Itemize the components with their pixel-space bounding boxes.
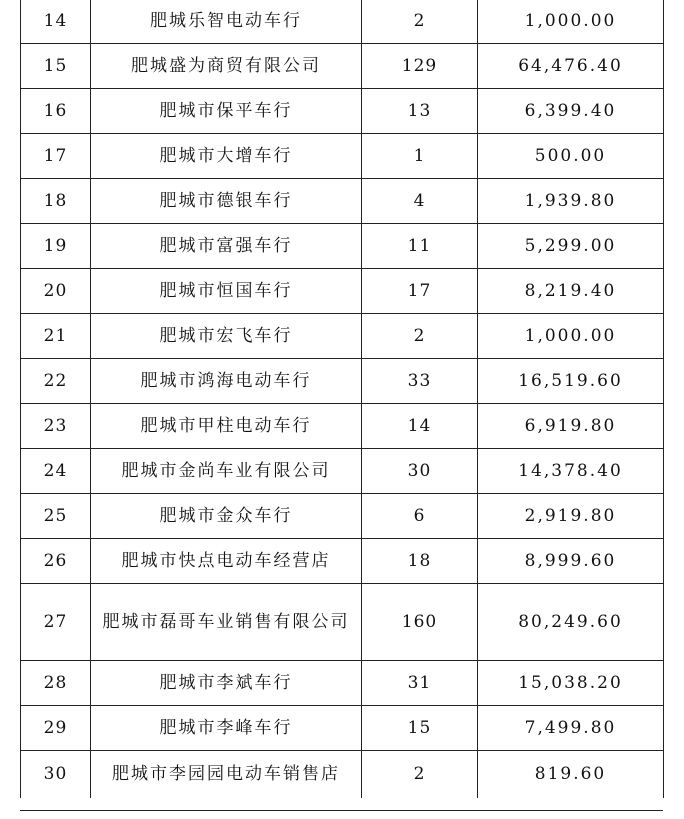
quantity: 11 [362, 224, 478, 269]
table-row [21, 449, 664, 494]
amount: 819.60 [478, 751, 664, 798]
table-row [21, 359, 664, 404]
dealer-name: 肥城市李斌车行 [91, 661, 362, 706]
table-row [21, 404, 664, 449]
amount: 8,999.60 [478, 539, 664, 584]
amount: 5,299.00 [478, 224, 664, 269]
row-number: 27 [21, 584, 91, 661]
quantity: 18 [362, 539, 478, 584]
table-row [21, 224, 664, 269]
amount: 6,919.80 [478, 404, 664, 449]
row-number: 15 [21, 44, 91, 89]
table-bottom-border [20, 810, 663, 819]
dealer-subsidy-table [20, 0, 664, 798]
dealer-name: 肥城盛为商贸有限公司 [91, 44, 362, 89]
table-row [21, 314, 664, 359]
row-number: 30 [21, 751, 91, 798]
quantity: 14 [362, 404, 478, 449]
table-row [21, 494, 664, 539]
dealer-name: 肥城市快点电动车经营店 [91, 539, 362, 584]
quantity: 2 [362, 751, 478, 798]
dealer-name: 肥城市李峰车行 [91, 706, 362, 751]
row-number: 18 [21, 179, 91, 224]
row-number: 21 [21, 314, 91, 359]
dealer-name: 肥城市大增车行 [91, 134, 362, 179]
table-row [21, 584, 664, 661]
quantity: 13 [362, 89, 478, 134]
row-number: 16 [21, 89, 91, 134]
row-number: 14 [21, 0, 91, 44]
row-number: 20 [21, 269, 91, 314]
row-number: 22 [21, 359, 91, 404]
row-number: 25 [21, 494, 91, 539]
amount: 64,476.40 [478, 44, 664, 89]
row-number: 26 [21, 539, 91, 584]
row-number: 17 [21, 134, 91, 179]
table-row [21, 706, 664, 751]
amount: 500.00 [478, 134, 664, 179]
table-row [21, 134, 664, 179]
quantity: 17 [362, 269, 478, 314]
quantity: 160 [362, 584, 478, 661]
row-number: 28 [21, 661, 91, 706]
quantity: 1 [362, 134, 478, 179]
amount: 16,519.60 [478, 359, 664, 404]
amount: 80,249.60 [478, 584, 664, 661]
amount: 1,000.00 [478, 314, 664, 359]
row-number: 29 [21, 706, 91, 751]
amount: 1,000.00 [478, 0, 664, 44]
table-row [21, 89, 664, 134]
row-number: 24 [21, 449, 91, 494]
table-row [21, 269, 664, 314]
row-number: 23 [21, 404, 91, 449]
dealer-name: 肥城市鸿海电动车行 [91, 359, 362, 404]
dealer-name: 肥城市恒国车行 [91, 269, 362, 314]
table-row [21, 539, 664, 584]
quantity: 31 [362, 661, 478, 706]
dealer-name: 肥城市富强车行 [91, 224, 362, 269]
dealer-name: 肥城市金众车行 [91, 494, 362, 539]
table-row [21, 44, 664, 89]
amount: 2,919.80 [478, 494, 664, 539]
quantity: 33 [362, 359, 478, 404]
quantity: 129 [362, 44, 478, 89]
quantity: 30 [362, 449, 478, 494]
amount: 6,399.40 [478, 89, 664, 134]
quantity: 4 [362, 179, 478, 224]
quantity: 15 [362, 706, 478, 751]
amount: 14,378.40 [478, 449, 664, 494]
dealer-name: 肥城市金尚车业有限公司 [91, 449, 362, 494]
dealer-name: 肥城市保平车行 [91, 89, 362, 134]
table-row [21, 0, 664, 44]
amount: 1,939.80 [478, 179, 664, 224]
quantity: 2 [362, 314, 478, 359]
dealer-name: 肥城市磊哥车业销售有限公司 [91, 584, 362, 661]
table-row [21, 751, 664, 798]
dealer-name: 肥城市德银车行 [91, 179, 362, 224]
quantity: 2 [362, 0, 478, 44]
table-row [21, 661, 664, 706]
amount: 7,499.80 [478, 706, 664, 751]
dealer-name: 肥城市宏飞车行 [91, 314, 362, 359]
table-body [21, 0, 664, 798]
dealer-name: 肥城市甲柱电动车行 [91, 404, 362, 449]
amount: 15,038.20 [478, 661, 664, 706]
table-row [21, 179, 664, 224]
amount: 8,219.40 [478, 269, 664, 314]
quantity: 6 [362, 494, 478, 539]
dealer-name: 肥城乐智电动车行 [91, 0, 362, 44]
dealer-name: 肥城市李园园电动车销售店 [91, 751, 362, 798]
row-number: 19 [21, 224, 91, 269]
